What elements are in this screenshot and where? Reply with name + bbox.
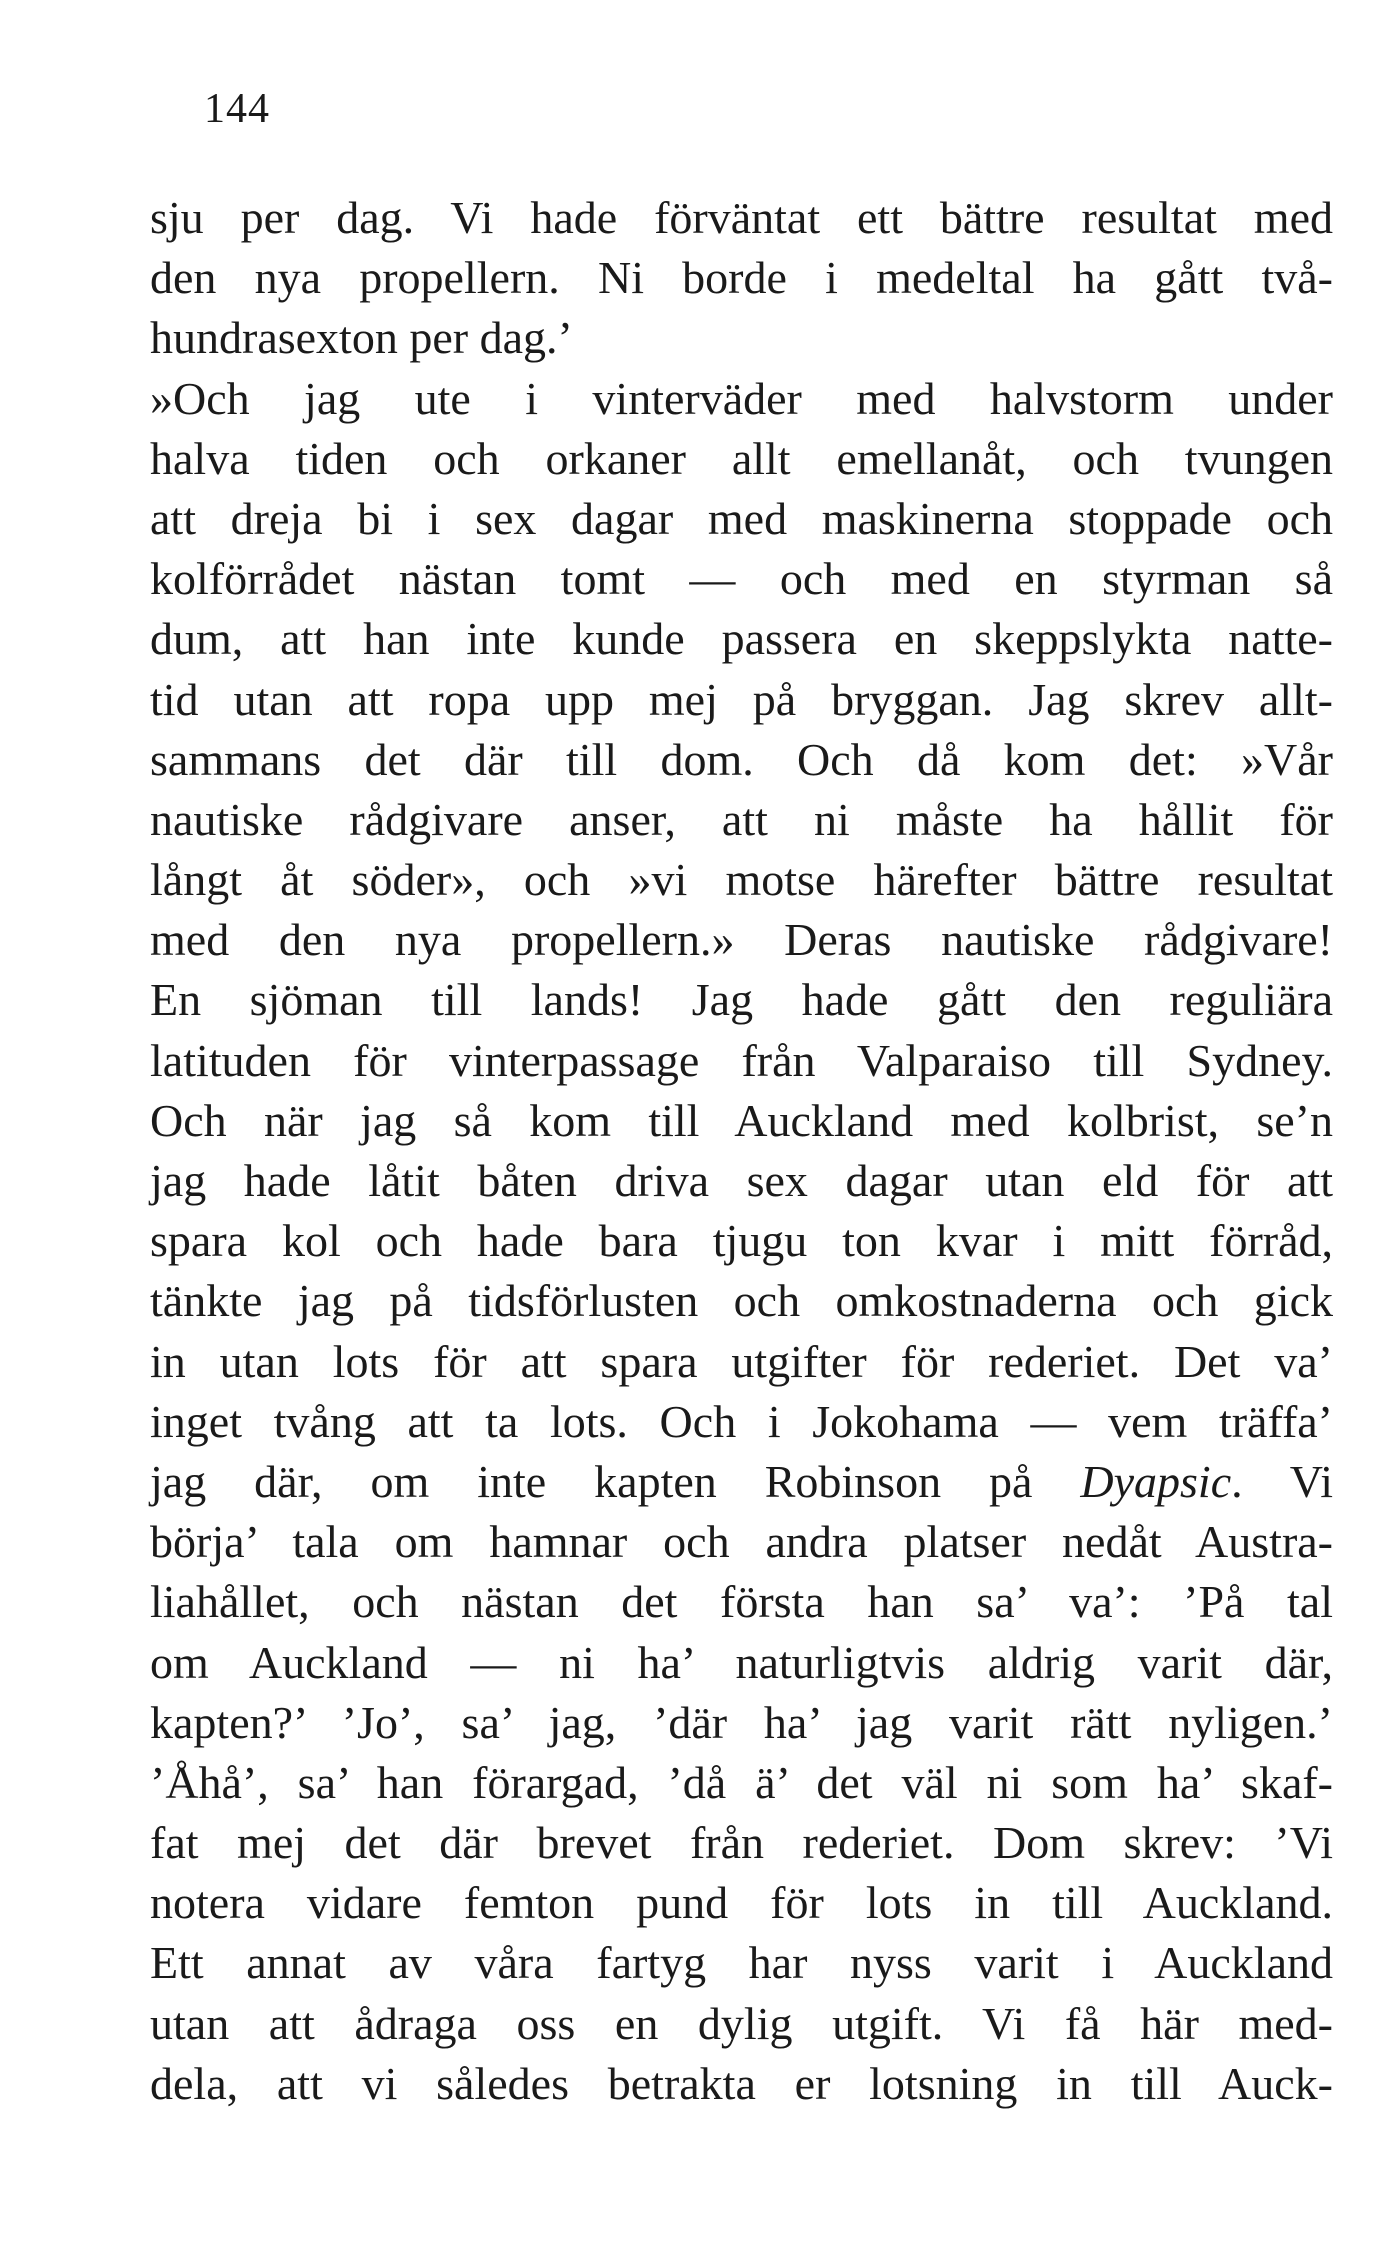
text-line: notera vidare femton pund för lots in till Auckland. [150, 1877, 1333, 1929]
text-line: om Auckland — ni ha’ naturligtvis aldrig varit där, [150, 1636, 1333, 1688]
ship-name: Dyapsic [1080, 1455, 1232, 1507]
page-number: 144 [204, 86, 270, 132]
text-line: sammans det där till dom. Och då kom det: »Vår [150, 733, 1333, 785]
text-line: hundrasexton per dag.’ [150, 312, 573, 364]
text-line: utan att ådraga oss en dylig utgift. Vi få här med- [150, 1997, 1333, 2049]
text-line: Och när jag så kom till Auckland med kolbrist, se’n [150, 1094, 1333, 1146]
text-line: nautiske rådgivare anser, att ni måste ha hållit för [150, 793, 1333, 845]
text-line: Ett annat av våra fartyg har nyss varit i Auckland [150, 1937, 1333, 1989]
text-line: kapten?’ ’Jo’, sa’ jag, ’där ha’ jag varit rätt nyligen.’ [150, 1696, 1333, 1748]
text-line: långt åt söder», och »vi motse härefter bättre resultat [150, 854, 1333, 906]
text-line: ’Åhå’, sa’ han förargad, ’då ä’ det väl ni som ha’ skaf- [150, 1756, 1333, 1808]
text-line: tid utan att ropa upp mej på bryggan. Jag skrev allt- [150, 673, 1333, 725]
text-line: sju per dag. Vi hade förväntat ett bättre resultat med [150, 192, 1333, 243]
text-line: den nya propellern. Ni borde i medeltal ha gått två- [150, 252, 1333, 304]
text-line: kolförrådet nästan tomt — och med en styrman så [150, 553, 1333, 605]
text-line: dum, att han inte kunde passera en skeppslykta natte- [150, 613, 1333, 665]
body-text [150, 188, 1333, 2114]
text-line: latituden för vinterpassage från Valparaiso till Sydney. [150, 1034, 1333, 1086]
text-line: liahållet, och nästan det första han sa’ va’: ’På tal [150, 1576, 1333, 1628]
text-line: med den nya propellern.» Deras nautiske rådgivare! [150, 914, 1333, 966]
text-line: En sjöman till lands! Jag hade gått den reguliära [150, 974, 1333, 1026]
text-line: in utan lots för att spara utgifter för rederiet. Det va’ [150, 1335, 1333, 1387]
text-line: halva tiden och orkaner allt emellanåt, och tvungen [150, 432, 1333, 484]
text-line: fat mej det där brevet från rederiet. Dom skrev: ’Vi [150, 1817, 1333, 1869]
text-line: jag där, om inte kapten Robinson på Dyapsic. Vi [150, 1455, 1333, 1507]
text-line: inget tvång att ta lots. Och i Jokohama — vem träffa’ [150, 1395, 1333, 1447]
text-line: »Och jag ute i vinterväder med halvstorm under [150, 372, 1333, 424]
text-line: att dreja bi i sex dagar med maskinerna stoppade och [150, 492, 1333, 544]
text-line: tänkte jag på tidsförlusten och omkostnaderna och gick [150, 1275, 1333, 1327]
text-line: börja’ tala om hamnar och andra platser nedåt Austra- [150, 1516, 1333, 1568]
text-line: jag hade låtit båten driva sex dagar utan eld för att [150, 1155, 1333, 1206]
text-line: dela, att vi således betrakta er lotsning in till Auck- [150, 2057, 1333, 2109]
text-line: spara kol och hade bara tjugu ton kvar i mitt förråd, [150, 1215, 1333, 1267]
